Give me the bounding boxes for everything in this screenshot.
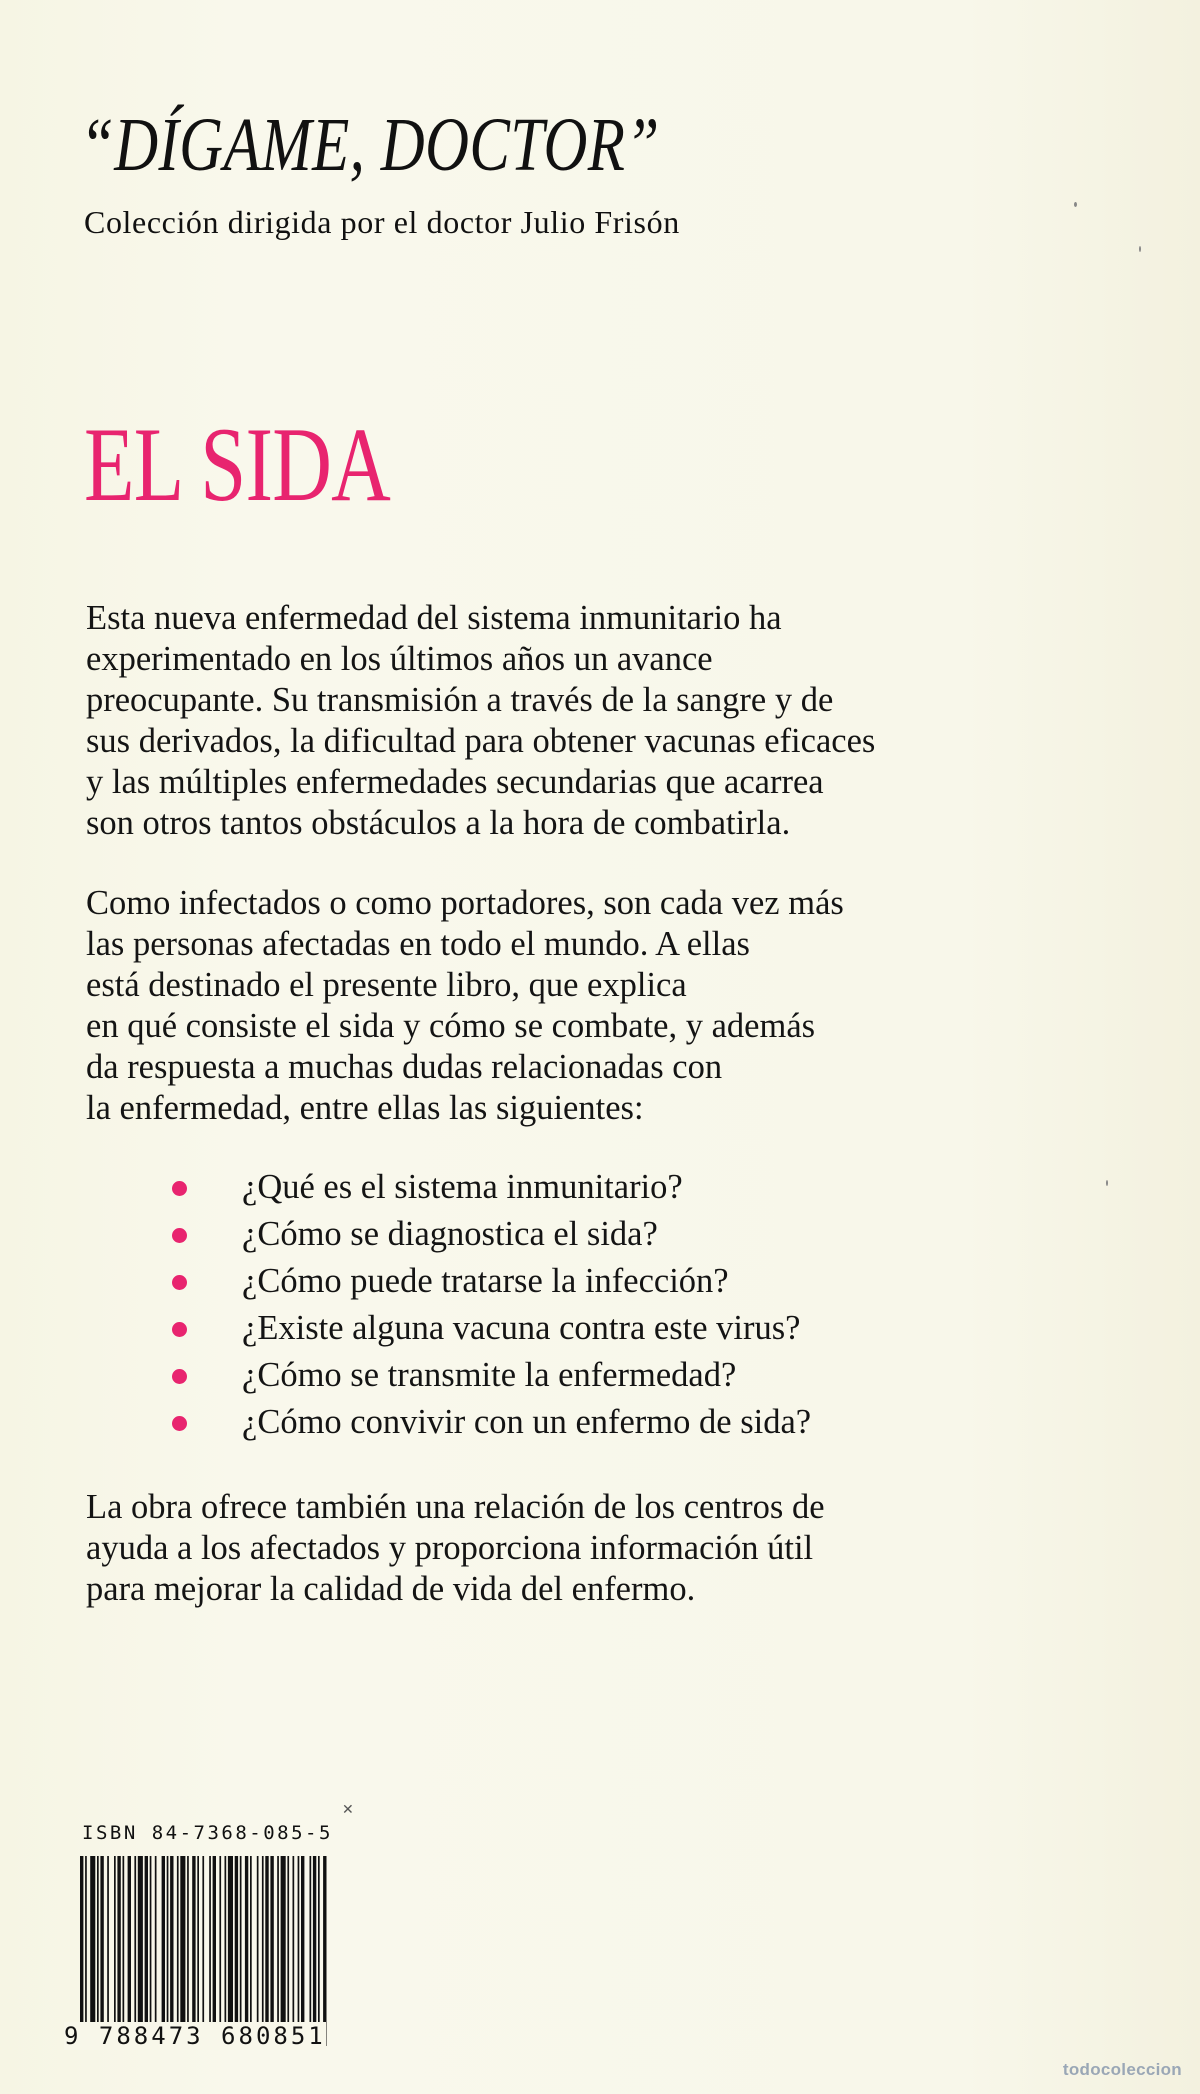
series-title: “DÍGAME, DOCTOR” bbox=[80, 103, 660, 187]
list-item bbox=[200, 1305, 811, 1352]
text-line: son otros tantos obstáculos a la hora de combatirla. bbox=[86, 804, 791, 842]
isbn-label: ISBN 84-7368-085-5 bbox=[82, 1822, 333, 1844]
text-line: en qué consiste el sida y cómo se combate, y además bbox=[86, 1007, 816, 1045]
question-text: ¿Cómo se transmite la enfermedad? bbox=[242, 1356, 737, 1394]
paper-speck bbox=[1074, 202, 1077, 207]
text-line: para mejorar la calidad de vida del enfermo. bbox=[86, 1570, 696, 1608]
bullet-dot-icon bbox=[172, 1322, 187, 1337]
text-line: las personas afectadas en todo el mundo. A ellas bbox=[86, 925, 750, 963]
question-list bbox=[200, 1164, 811, 1446]
description-paragraph-3 bbox=[86, 1487, 825, 1610]
book-title: EL SIDA bbox=[84, 406, 391, 523]
list-item bbox=[200, 1164, 811, 1211]
question-text: ¿Cómo convivir con un enfermo de sida? bbox=[242, 1403, 812, 1441]
text-line: La obra ofrece también una relación de los centros de bbox=[86, 1488, 825, 1526]
series-subtitle: Colección dirigida por el doctor Julio Frisón bbox=[84, 204, 680, 240]
list-item bbox=[200, 1258, 811, 1305]
bullet-dot-icon bbox=[172, 1275, 187, 1290]
text-line: la enfermedad, entre ellas las siguientes: bbox=[86, 1089, 644, 1127]
barcode-digits: 9 788473 680851 bbox=[64, 2022, 326, 2050]
question-text: ¿Qué es el sistema inmunitario? bbox=[242, 1168, 683, 1206]
text-line: sus derivados, la dificultad para obtener vacunas eficaces bbox=[86, 722, 876, 760]
description-paragraph-2 bbox=[86, 883, 844, 1129]
scuff-mark-icon: ✕ bbox=[342, 1803, 354, 1818]
list-item bbox=[200, 1399, 811, 1446]
question-text: ¿Existe alguna vacuna contra este virus? bbox=[242, 1309, 801, 1347]
text-line: Esta nueva enfermedad del sistema inmunitario ha bbox=[86, 599, 782, 637]
bullet-dot-icon bbox=[172, 1228, 187, 1243]
list-item bbox=[200, 1211, 811, 1258]
bullet-dot-icon bbox=[172, 1369, 187, 1384]
barcode-icon bbox=[80, 1856, 330, 2046]
text-line: está destinado el presente libro, que explica bbox=[86, 966, 687, 1004]
list-item bbox=[200, 1352, 811, 1399]
text-line: experimentado en los últimos años un avance bbox=[86, 640, 713, 678]
watermark: todocoleccion bbox=[1062, 2060, 1182, 2079]
paper-speck bbox=[1106, 1180, 1108, 1186]
text-line: Como infectados o como portadores, son cada vez más bbox=[86, 884, 844, 922]
text-line: ayuda a los afectados y proporciona información útil bbox=[86, 1529, 814, 1567]
bullet-dot-icon bbox=[172, 1181, 187, 1196]
text-line: y las múltiples enfermedades secundarias que acarrea bbox=[86, 763, 824, 801]
question-text: ¿Cómo se diagnostica el sida? bbox=[242, 1215, 658, 1253]
paper-speck bbox=[1139, 246, 1141, 252]
text-line: da respuesta a muchas dudas relacionadas con bbox=[86, 1048, 723, 1086]
text-line: preocupante. Su transmisión a través de la sangre y de bbox=[86, 681, 834, 719]
bullet-dot-icon bbox=[172, 1416, 187, 1431]
description-paragraph-1 bbox=[86, 598, 875, 844]
question-text: ¿Cómo puede tratarse la infección? bbox=[242, 1262, 729, 1300]
